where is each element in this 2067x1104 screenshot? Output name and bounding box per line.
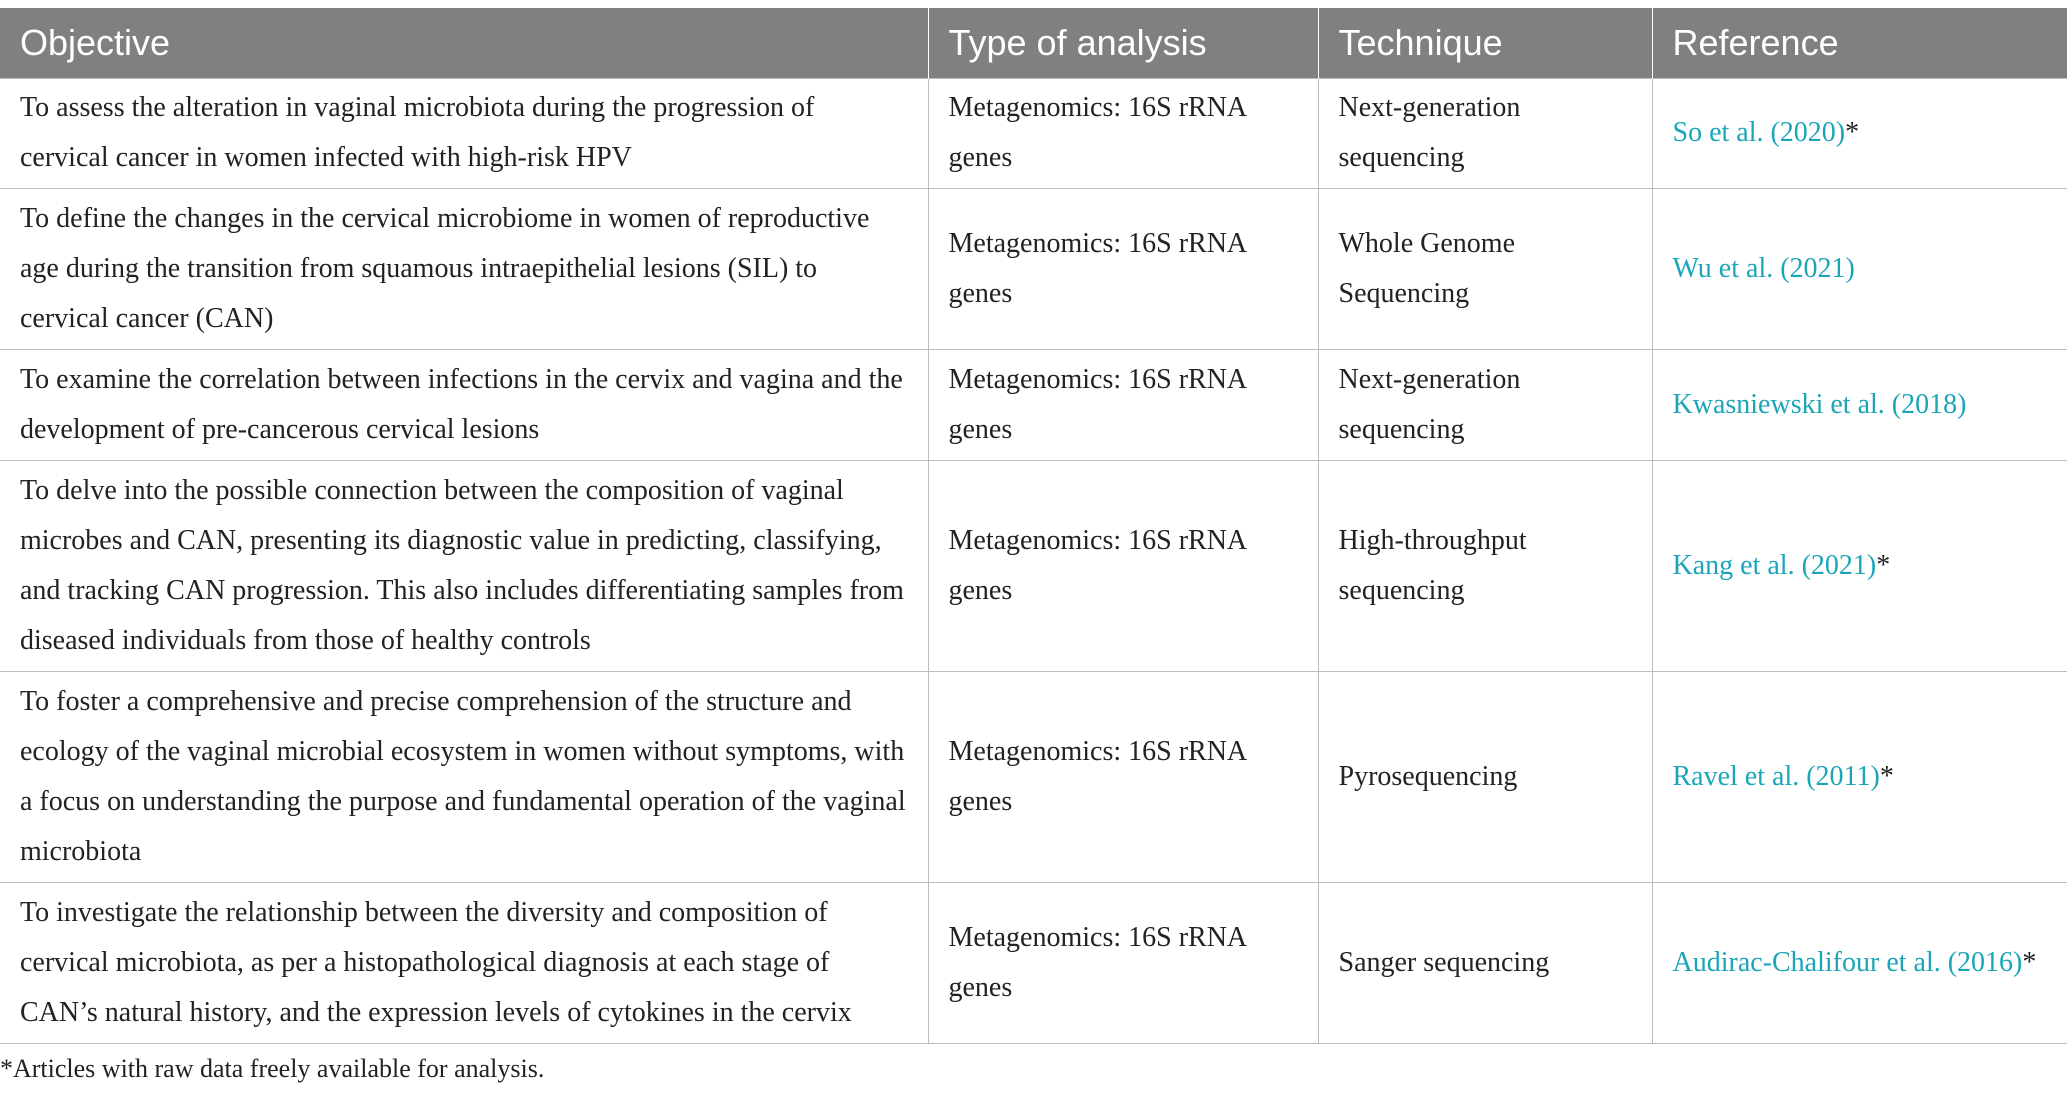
table-body [0,78,2067,1043]
header-objective: Objective [0,8,928,78]
type-cell: Metagenomics: 16S rRNA genes [928,460,1318,671]
header-technique: Technique [1318,8,1652,78]
technique-cell: Next-generation sequencing [1318,78,1652,188]
table-row [0,671,2067,882]
table-row [0,188,2067,349]
technique-cell: Sanger sequencing [1318,882,1652,1043]
raw-data-asterisk: * [1879,760,1894,792]
objective-cell: To define the changes in the cervical microbiome in women of reproductive age during the transition from squamous intraepithelial lesions (SIL) to cervical cancer (CAN) [0,188,928,349]
reference-cell [1652,78,2067,188]
reference-link[interactable]: Kang et al. (2021) [1672,549,1877,581]
table-row [0,78,2067,188]
reference-link[interactable]: Ravel et al. (2011) [1672,760,1880,792]
type-cell: Metagenomics: 16S rRNA genes [928,671,1318,882]
technique-cell: Whole Genome Sequencing [1318,188,1652,349]
reference-cell [1652,882,2067,1043]
raw-data-asterisk: * [1845,117,1860,148]
type-cell: Metagenomics: 16S rRNA genes [928,349,1318,460]
objective-cell: To delve into the possible connection between the composition of vaginal microbes and CAN, presenting its diagnostic value in predicting, classifying, and tracking CAN progression. This also includes differentiating samples from diseased individuals from those of healthy controls [0,460,928,671]
table-header [0,8,2067,78]
objective-cell: To foster a comprehensive and precise comprehension of the structure and ecology of the vaginal microbial ecosystem in women without symptoms, with a focus on understanding the purpose and fundamental operation of the vaginal microbiota [0,671,928,882]
reference-cell [1652,671,2067,882]
reference-link[interactable]: Audirac-Chalifour et al. (2016) [1672,946,2023,978]
reference-link[interactable]: Kwasniewski et al. (2018) [1672,388,1967,420]
table-row [0,349,2067,460]
raw-data-asterisk: * [1876,549,1891,581]
technique-cell: High-throughput sequencing [1318,460,1652,671]
header-reference: Reference [1652,8,2067,78]
type-cell: Metagenomics: 16S rRNA genes [928,78,1318,188]
table-footnote: *Articles with raw data freely available for analysis. [0,1054,545,1083]
technique-cell: Next-generation sequencing [1318,349,1652,460]
reference-link[interactable]: So et al. (2020) [1672,117,1846,148]
technique-cell: Pyrosequencing [1318,671,1652,882]
type-cell: Metagenomics: 16S rRNA genes [928,882,1318,1043]
reference-link[interactable]: Wu et al. (2021) [1672,252,1855,284]
reference-cell [1652,460,2067,671]
table-row [0,460,2067,671]
table-row [0,882,2067,1043]
objective-cell: To assess the alteration in vaginal microbiota during the progression of cervical cancer in women infected with high-risk HPV [0,78,928,188]
table-container [0,8,2067,1044]
objective-cell: To investigate the relationship between the diversity and composition of cervical microbiota, as per a histopathological diagnosis at each stage of CAN’s natural history, and the expression levels of cytokines in the cervix [0,882,928,1043]
reference-cell [1652,349,2067,460]
reference-cell [1652,188,2067,349]
studies-table [0,8,2067,1044]
objective-cell: To examine the correlation between infections in the cervix and vagina and the development of pre-cancerous cervical lesions [0,349,928,460]
raw-data-asterisk: * [2022,946,2037,978]
header-type-of-analysis: Type of analysis [928,8,1318,78]
type-cell: Metagenomics: 16S rRNA genes [928,188,1318,349]
header-row [0,8,2067,78]
